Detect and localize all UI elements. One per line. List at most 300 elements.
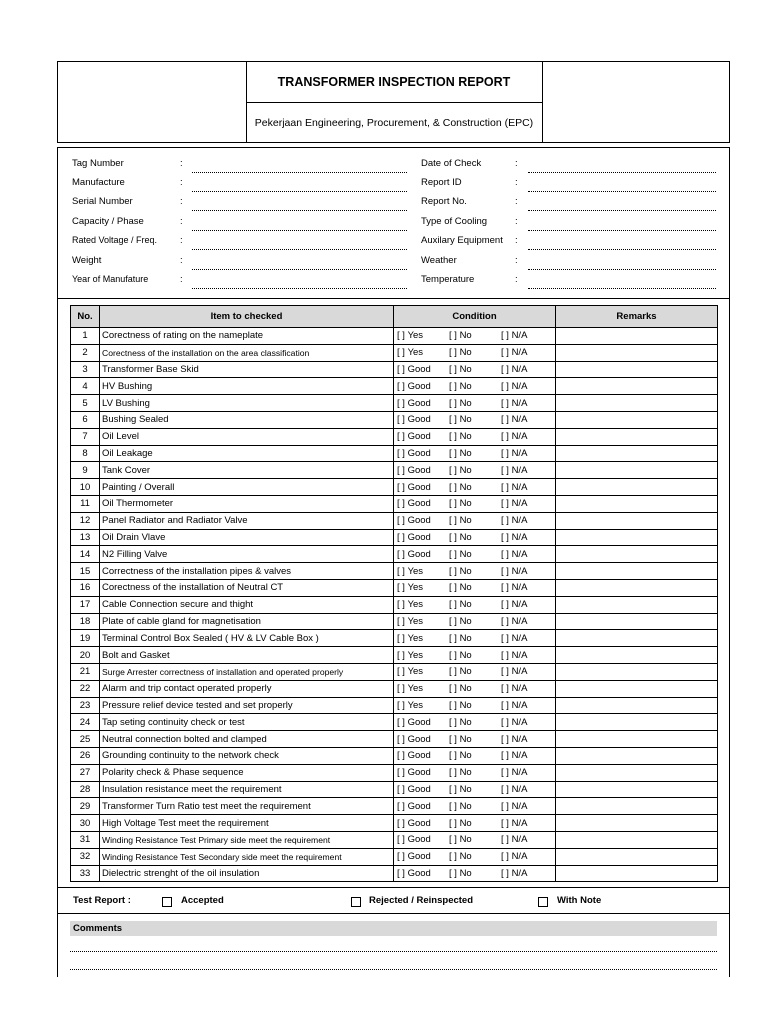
info-label: Serial Number	[72, 196, 133, 207]
condition-option[interactable]	[449, 650, 479, 661]
condition-option[interactable]	[449, 767, 479, 778]
condition-option[interactable]	[501, 431, 531, 442]
option-label: N/A	[511, 716, 528, 728]
condition-option[interactable]	[397, 464, 431, 476]
row-condition	[394, 378, 556, 395]
checkbox-bracket: [ ]	[501, 666, 509, 678]
condition-option[interactable]	[397, 431, 431, 443]
condition-option[interactable]	[397, 616, 427, 627]
option-label: Good	[407, 363, 431, 375]
condition-option[interactable]	[501, 650, 531, 661]
row-item: Corectness of rating on the nameplate	[100, 328, 394, 345]
condition-option[interactable]	[397, 851, 431, 863]
condition-option[interactable]	[501, 498, 531, 509]
checkbox-bracket: [ ]	[449, 834, 457, 846]
condition-option[interactable]	[449, 515, 479, 526]
checkbox-bracket: [ ]	[501, 548, 509, 560]
condition-option[interactable]	[397, 633, 427, 644]
condition-option[interactable]	[501, 330, 531, 341]
checkbox-bracket: [ ]	[449, 817, 457, 829]
option-label: N/A	[511, 733, 528, 745]
checkbox-bracket: [ ]	[501, 464, 509, 476]
condition-option[interactable]	[449, 734, 479, 745]
condition-option[interactable]	[397, 716, 431, 728]
row-remarks[interactable]	[556, 428, 718, 445]
condition-option[interactable]	[449, 851, 479, 862]
condition-option[interactable]	[449, 616, 479, 627]
row-number: 19	[71, 630, 100, 647]
option-label: Good	[407, 397, 431, 409]
option-label: Good	[407, 431, 431, 443]
condition-option[interactable]	[397, 817, 431, 829]
row-remarks[interactable]	[556, 378, 718, 395]
table-row	[71, 831, 718, 848]
condition-option[interactable]	[449, 330, 479, 341]
row-condition	[394, 680, 556, 697]
row-remarks[interactable]	[556, 563, 718, 580]
condition-option[interactable]	[449, 431, 479, 442]
option-label: No	[459, 363, 472, 375]
row-remarks[interactable]	[556, 798, 718, 815]
table-row	[71, 344, 718, 361]
condition-option[interactable]	[449, 566, 479, 577]
condition-option[interactable]	[501, 633, 531, 644]
condition-option[interactable]	[449, 381, 479, 392]
condition-option[interactable]	[501, 818, 531, 829]
condition-option[interactable]	[449, 818, 479, 829]
checkbox-bracket: [ ]	[397, 464, 405, 476]
condition-option[interactable]	[397, 750, 431, 762]
table-row	[71, 529, 718, 546]
info-value-field[interactable]	[192, 249, 407, 250]
row-remarks[interactable]	[556, 848, 718, 865]
row-remarks[interactable]	[556, 663, 718, 680]
checkbox-bracket: [ ]	[397, 649, 405, 661]
condition-option[interactable]	[449, 498, 479, 509]
row-condition	[394, 663, 556, 680]
checkbox-bracket: [ ]	[397, 783, 405, 795]
condition-option[interactable]	[397, 767, 431, 779]
info-colon: :	[515, 158, 518, 169]
condition-option[interactable]	[397, 414, 431, 426]
checkbox-bracket: [ ]	[397, 750, 405, 762]
info-colon: :	[515, 235, 518, 246]
condition-option[interactable]	[397, 515, 431, 527]
condition-option[interactable]	[501, 750, 531, 761]
checkbox-bracket: [ ]	[397, 834, 405, 846]
row-condition	[394, 714, 556, 731]
info-value-field[interactable]	[192, 210, 407, 211]
info-value-field[interactable]	[192, 230, 407, 231]
checkbox-bracket: [ ]	[449, 800, 457, 812]
checkbox-bracket: [ ]	[397, 615, 405, 627]
info-value-field[interactable]	[528, 210, 716, 211]
condition-option[interactable]	[501, 582, 531, 593]
row-remarks[interactable]	[556, 495, 718, 512]
row-remarks[interactable]	[556, 747, 718, 764]
table-separator	[58, 887, 729, 888]
checkbox-bracket: [ ]	[397, 800, 405, 812]
condition-option[interactable]	[501, 532, 531, 543]
checkbox-bracket: [ ]	[449, 716, 457, 728]
condition-option[interactable]	[397, 447, 431, 459]
checkbox-bracket: [ ]	[501, 363, 509, 375]
info-value-field[interactable]	[192, 191, 407, 192]
option-label: N/A	[511, 397, 528, 409]
option-label: Good	[407, 498, 431, 510]
condition-option[interactable]	[501, 666, 531, 677]
row-condition	[394, 831, 556, 848]
row-remarks[interactable]	[556, 714, 718, 731]
row-number: 7	[71, 428, 100, 445]
rejected-checkbox[interactable]	[351, 897, 361, 907]
logo-cell-left	[58, 62, 247, 142]
condition-option[interactable]	[501, 482, 531, 493]
checkbox-bracket: [ ]	[397, 666, 405, 678]
option-label: N/A	[511, 380, 528, 392]
row-remarks[interactable]	[556, 479, 718, 496]
row-item: Tap seting continuity check or test	[100, 714, 394, 731]
condition-option[interactable]	[397, 531, 431, 543]
checkbox-bracket: [ ]	[397, 380, 405, 392]
row-remarks[interactable]	[556, 613, 718, 630]
report-header	[57, 61, 730, 143]
checkbox-bracket: [ ]	[501, 783, 509, 795]
with-note-label: With Note	[557, 895, 602, 906]
condition-option[interactable]	[397, 800, 431, 812]
condition-option[interactable]	[501, 767, 531, 778]
row-remarks[interactable]	[556, 344, 718, 361]
row-remarks[interactable]	[556, 865, 718, 882]
condition-option[interactable]	[397, 783, 431, 795]
condition-option[interactable]	[501, 465, 531, 476]
checkbox-bracket: [ ]	[449, 632, 457, 644]
info-value-field[interactable]	[192, 172, 407, 173]
option-label: Good	[407, 867, 431, 879]
checkbox-bracket: [ ]	[449, 363, 457, 375]
checkbox-bracket: [ ]	[501, 615, 509, 627]
row-remarks[interactable]	[556, 596, 718, 613]
condition-option[interactable]	[449, 549, 479, 560]
checkbox-bracket: [ ]	[449, 767, 457, 779]
option-label: Good	[407, 447, 431, 459]
condition-option[interactable]	[501, 868, 531, 879]
row-item: LV Bushing	[100, 395, 394, 412]
row-number: 15	[71, 563, 100, 580]
row-remarks[interactable]	[556, 546, 718, 563]
condition-option[interactable]	[501, 717, 531, 728]
row-condition	[394, 529, 556, 546]
info-label: Tag Number	[72, 158, 124, 169]
row-number: 5	[71, 395, 100, 412]
condition-option[interactable]	[449, 750, 479, 761]
condition-option[interactable]	[397, 397, 431, 409]
condition-option[interactable]	[449, 700, 479, 711]
row-remarks[interactable]	[556, 764, 718, 781]
condition-option[interactable]	[501, 599, 531, 610]
row-number: 10	[71, 479, 100, 496]
col-header-no: No.	[71, 306, 100, 328]
row-remarks[interactable]	[556, 781, 718, 798]
checkbox-bracket: [ ]	[449, 615, 457, 627]
info-value-field[interactable]	[528, 191, 716, 192]
row-remarks[interactable]	[556, 395, 718, 412]
row-item: Cable Connection secure and thight	[100, 596, 394, 613]
with-note-checkbox[interactable]	[538, 897, 548, 907]
checkbox-bracket: [ ]	[397, 632, 405, 644]
checkbox-bracket: [ ]	[501, 447, 509, 459]
row-remarks[interactable]	[556, 512, 718, 529]
option-label: Good	[407, 548, 431, 560]
condition-option[interactable]	[397, 650, 427, 661]
info-colon: :	[515, 196, 518, 207]
checkbox-bracket: [ ]	[501, 800, 509, 812]
option-label: No	[459, 817, 472, 829]
info-separator	[58, 298, 729, 299]
checkbox-bracket: [ ]	[449, 464, 457, 476]
checkbox-bracket: [ ]	[449, 565, 457, 577]
condition-option[interactable]	[449, 465, 479, 476]
info-value-field[interactable]	[528, 172, 716, 173]
option-label: N/A	[511, 330, 528, 342]
checkbox-bracket: [ ]	[501, 649, 509, 661]
table-row	[71, 445, 718, 462]
row-number: 22	[71, 680, 100, 697]
option-label: Good	[407, 531, 431, 543]
table-row	[71, 495, 718, 512]
info-value-field[interactable]	[192, 269, 407, 270]
condition-option[interactable]	[397, 733, 431, 745]
report-title: TRANSFORMER INSPECTION REPORT	[246, 62, 542, 103]
row-number: 25	[71, 731, 100, 748]
checkbox-bracket: [ ]	[501, 414, 509, 426]
condition-option[interactable]	[397, 566, 427, 577]
checklist-table	[70, 305, 718, 882]
condition-option[interactable]	[501, 347, 531, 358]
condition-option[interactable]	[449, 364, 479, 375]
condition-option[interactable]	[397, 380, 431, 392]
table-row	[71, 579, 718, 596]
option-label: Yes	[407, 683, 424, 695]
info-colon: :	[180, 255, 183, 266]
row-remarks[interactable]	[556, 361, 718, 378]
table-row	[71, 815, 718, 832]
condition-option[interactable]	[397, 867, 431, 879]
table-row	[71, 479, 718, 496]
row-remarks[interactable]	[556, 647, 718, 664]
option-label: N/A	[511, 498, 528, 510]
row-item: Dielectric strenght of the oil insulation	[100, 865, 394, 882]
option-label: No	[459, 683, 472, 695]
row-item: Oil Drain Vlave	[100, 529, 394, 546]
row-condition	[394, 613, 556, 630]
row-item: Terminal Control Box Sealed ( HV & LV Cable Box )	[100, 630, 394, 647]
condition-option[interactable]	[449, 683, 479, 694]
condition-option[interactable]	[449, 868, 479, 879]
row-item: Bushing Sealed	[100, 411, 394, 428]
option-label: No	[459, 548, 472, 560]
condition-option[interactable]	[397, 330, 427, 341]
condition-option[interactable]	[449, 582, 479, 593]
row-remarks[interactable]	[556, 630, 718, 647]
row-number: 17	[71, 596, 100, 613]
row-item: Polarity check & Phase sequence	[100, 764, 394, 781]
accepted-checkbox[interactable]	[162, 897, 172, 907]
info-colon: :	[180, 274, 183, 285]
row-condition	[394, 781, 556, 798]
condition-option[interactable]	[501, 616, 531, 627]
info-value-field[interactable]	[192, 288, 407, 289]
checkbox-bracket: [ ]	[501, 330, 509, 342]
row-condition	[394, 764, 556, 781]
condition-option[interactable]	[397, 582, 427, 593]
condition-option[interactable]	[449, 599, 479, 610]
row-number: 32	[71, 848, 100, 865]
condition-option[interactable]	[501, 801, 531, 812]
checkbox-bracket: [ ]	[397, 851, 405, 863]
checkbox-bracket: [ ]	[397, 515, 405, 527]
condition-option[interactable]	[449, 801, 479, 812]
option-label: No	[459, 431, 472, 443]
condition-option[interactable]	[501, 784, 531, 795]
row-number: 1	[71, 328, 100, 345]
info-label: Report ID	[421, 177, 462, 188]
row-item: High Voltage Test meet the requirement	[100, 815, 394, 832]
checkbox-bracket: [ ]	[501, 767, 509, 779]
option-label: No	[459, 330, 472, 342]
option-label: Good	[407, 716, 431, 728]
condition-option[interactable]	[397, 834, 431, 846]
info-label: Auxilary Equipment	[421, 235, 503, 246]
condition-option[interactable]	[397, 363, 431, 375]
row-remarks[interactable]	[556, 445, 718, 462]
info-value-field[interactable]	[528, 230, 716, 231]
option-label: No	[459, 414, 472, 426]
info-value-field[interactable]	[528, 288, 716, 289]
condition-option[interactable]	[501, 851, 531, 862]
row-number: 13	[71, 529, 100, 546]
option-label: N/A	[511, 783, 528, 795]
condition-option[interactable]	[397, 498, 431, 510]
condition-option[interactable]	[449, 414, 479, 425]
condition-option[interactable]	[501, 398, 531, 409]
condition-option[interactable]	[501, 381, 531, 392]
row-remarks[interactable]	[556, 831, 718, 848]
condition-option[interactable]	[501, 683, 531, 694]
checkbox-bracket: [ ]	[397, 565, 405, 577]
row-remarks[interactable]	[556, 462, 718, 479]
option-label: N/A	[511, 649, 528, 661]
condition-option[interactable]	[501, 515, 531, 526]
row-item: N2 Filling Valve	[100, 546, 394, 563]
condition-option[interactable]	[501, 364, 531, 375]
condition-option[interactable]	[449, 717, 479, 728]
option-label: No	[459, 380, 472, 392]
condition-option[interactable]	[449, 398, 479, 409]
row-remarks[interactable]	[556, 815, 718, 832]
condition-option[interactable]	[397, 700, 427, 711]
row-remarks[interactable]	[556, 680, 718, 697]
condition-option[interactable]	[397, 481, 431, 493]
condition-option[interactable]	[501, 734, 531, 745]
condition-option[interactable]	[449, 666, 479, 677]
condition-option[interactable]	[501, 566, 531, 577]
condition-option[interactable]	[449, 532, 479, 543]
checkbox-bracket: [ ]	[449, 447, 457, 459]
row-remarks[interactable]	[556, 579, 718, 596]
option-label: No	[459, 481, 472, 493]
option-label: N/A	[511, 548, 528, 560]
condition-option[interactable]	[449, 834, 479, 845]
condition-option[interactable]	[449, 482, 479, 493]
row-condition	[394, 731, 556, 748]
option-label: N/A	[511, 599, 528, 611]
row-condition	[394, 596, 556, 613]
condition-option[interactable]	[449, 784, 479, 795]
table-row	[71, 428, 718, 445]
row-condition	[394, 546, 556, 563]
comment-line[interactable]	[70, 969, 717, 970]
row-condition	[394, 563, 556, 580]
row-number: 8	[71, 445, 100, 462]
option-label: Good	[407, 783, 431, 795]
condition-option[interactable]	[397, 347, 427, 358]
option-label: N/A	[511, 347, 528, 359]
option-label: No	[459, 767, 472, 779]
checkbox-bracket: [ ]	[501, 733, 509, 745]
option-label: N/A	[511, 615, 528, 627]
condition-option[interactable]	[501, 549, 531, 560]
condition-option[interactable]	[501, 700, 531, 711]
condition-option[interactable]	[449, 347, 479, 358]
option-label: N/A	[511, 683, 528, 695]
checkbox-bracket: [ ]	[501, 582, 509, 594]
info-label: Weather	[421, 255, 457, 266]
row-remarks[interactable]	[556, 697, 718, 714]
info-label: Manufacture	[72, 177, 125, 188]
info-value-field[interactable]	[528, 269, 716, 270]
condition-option[interactable]	[501, 834, 531, 845]
condition-option[interactable]	[449, 448, 479, 459]
row-remarks[interactable]	[556, 529, 718, 546]
option-label: N/A	[511, 666, 528, 678]
option-label: No	[459, 834, 472, 846]
condition-option[interactable]	[397, 683, 427, 694]
condition-option[interactable]	[397, 666, 427, 677]
row-condition	[394, 395, 556, 412]
option-label: N/A	[511, 834, 528, 846]
row-condition	[394, 815, 556, 832]
condition-option[interactable]	[501, 414, 531, 425]
table-row	[71, 680, 718, 697]
row-remarks[interactable]	[556, 731, 718, 748]
comment-line[interactable]	[70, 951, 717, 952]
row-remarks[interactable]	[556, 411, 718, 428]
condition-option[interactable]	[501, 448, 531, 459]
condition-option[interactable]	[449, 633, 479, 644]
table-row	[71, 596, 718, 613]
checkbox-bracket: [ ]	[501, 498, 509, 510]
row-remarks[interactable]	[556, 328, 718, 345]
condition-option[interactable]	[397, 599, 427, 610]
checkbox-bracket: [ ]	[501, 867, 509, 879]
checkbox-bracket: [ ]	[501, 683, 509, 695]
info-value-field[interactable]	[528, 249, 716, 250]
row-number: 18	[71, 613, 100, 630]
checkbox-bracket: [ ]	[397, 363, 405, 375]
option-label: N/A	[511, 531, 528, 543]
condition-option[interactable]	[397, 548, 431, 560]
